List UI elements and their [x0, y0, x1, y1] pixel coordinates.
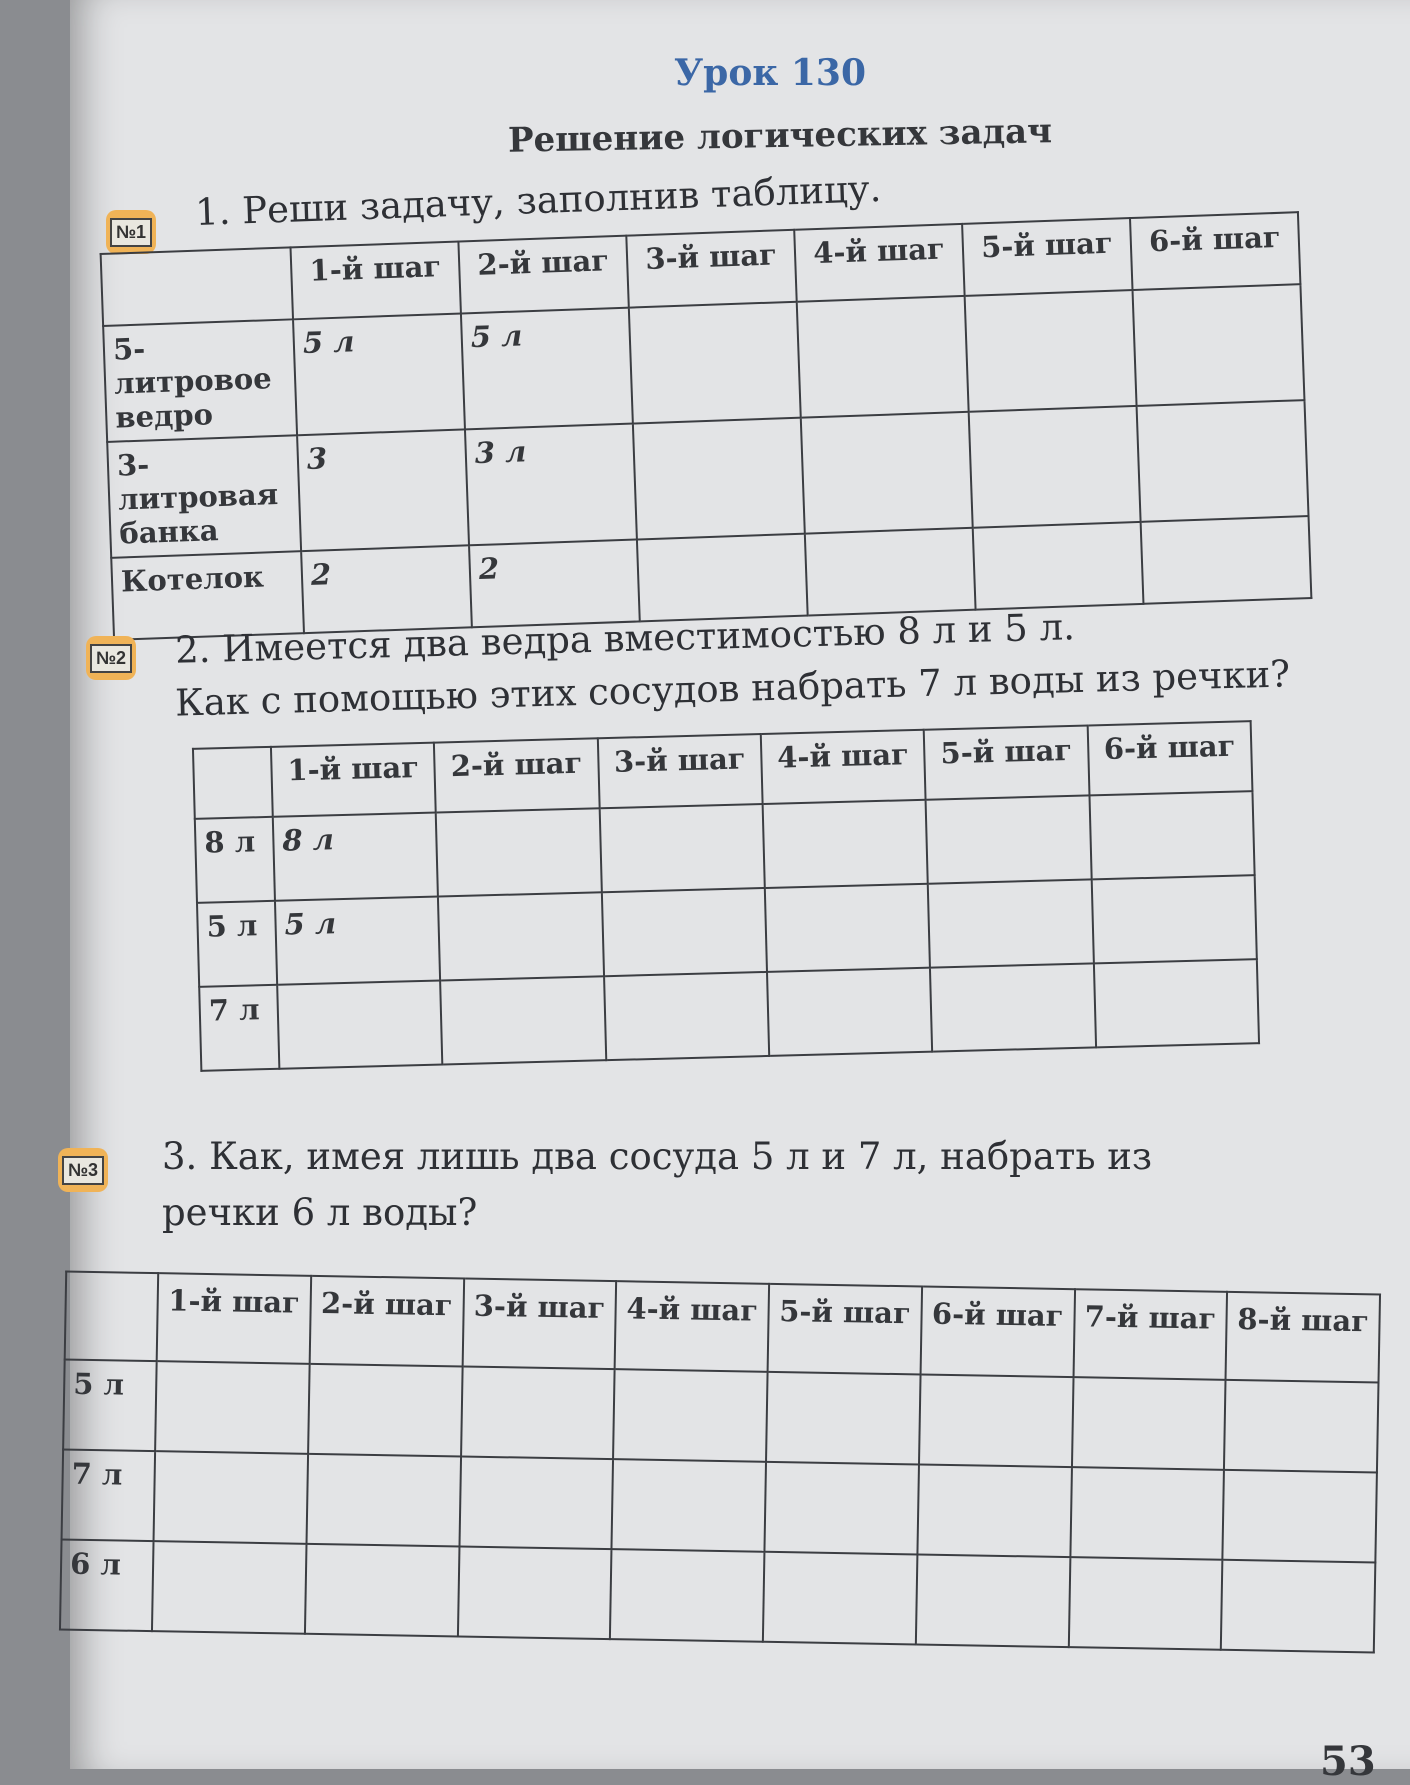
row-label: 5-литровое ведро	[103, 319, 297, 442]
answer-cell[interactable]	[1071, 1377, 1225, 1470]
answer-cell[interactable]: 3	[297, 429, 469, 551]
answer-cell[interactable]	[155, 1361, 309, 1454]
task3-text-line2: речки 6 л воды?	[162, 1191, 478, 1234]
answer-cell[interactable]	[1221, 1560, 1375, 1653]
workbook-page	[67, 0, 1410, 1785]
row-label: 7 л	[62, 1450, 156, 1542]
answer-cell[interactable]	[604, 972, 769, 1060]
row-label: 8 л	[195, 817, 275, 903]
step-header: 4-й шаг	[794, 224, 964, 302]
answer-cell[interactable]	[1070, 1467, 1224, 1560]
answer-cell[interactable]	[436, 808, 601, 896]
answer-cell[interactable]	[599, 804, 764, 892]
step-header: 8-й шаг	[1226, 1292, 1380, 1383]
answer-cell[interactable]	[973, 522, 1144, 610]
answer-cell[interactable]	[805, 528, 976, 616]
answer-cell[interactable]	[629, 302, 801, 424]
answer-cell[interactable]	[797, 296, 969, 418]
step-header: 2-й шаг	[309, 1276, 463, 1367]
step-header: 2-й шаг	[434, 738, 599, 812]
step-header: 7-й шаг	[1073, 1289, 1227, 1380]
task3-table	[59, 1271, 1381, 1654]
answer-cell[interactable]	[613, 1369, 767, 1462]
step-header: 6-й шаг	[920, 1286, 1074, 1377]
lesson-title: Урок 130	[673, 52, 867, 94]
answer-cell[interactable]	[1133, 284, 1305, 406]
answer-cell[interactable]	[305, 1544, 459, 1637]
answer-cell[interactable]: 5 л	[275, 897, 440, 985]
answer-cell[interactable]	[1224, 1380, 1378, 1473]
answer-cell[interactable]	[1223, 1470, 1377, 1563]
step-header: 5-й шаг	[962, 218, 1132, 296]
answer-cell[interactable]	[457, 1546, 611, 1639]
answer-cell[interactable]	[801, 412, 973, 534]
answer-cell[interactable]: 3 л	[465, 424, 637, 546]
answer-cell[interactable]	[440, 976, 605, 1064]
corner-cell	[193, 747, 273, 819]
step-header: 2-й шаг	[458, 236, 628, 314]
answer-cell[interactable]	[306, 1454, 460, 1547]
answer-cell[interactable]	[154, 1451, 308, 1544]
answer-cell[interactable]	[308, 1364, 462, 1457]
answer-cell[interactable]	[610, 1549, 764, 1642]
answer-cell[interactable]	[764, 1462, 918, 1555]
row-label: Котелок	[111, 551, 304, 640]
step-header: 3-й шаг	[626, 230, 796, 308]
answer-cell[interactable]	[633, 418, 805, 540]
answer-cell[interactable]	[1094, 959, 1260, 1047]
corner-cell	[65, 1272, 159, 1362]
row-label: 5 л	[197, 901, 277, 987]
answer-cell[interactable]	[637, 534, 808, 622]
row-label: 5 л	[63, 1360, 157, 1452]
step-header: 1-й шаг	[291, 242, 461, 320]
task1-table	[100, 211, 1313, 641]
answer-cell[interactable]	[1091, 875, 1257, 963]
answer-cell[interactable]	[926, 795, 1091, 883]
answer-cell[interactable]: 2	[301, 545, 472, 633]
answer-cell[interactable]	[1137, 400, 1309, 522]
task2-text-line1: 2. Имеется два ведра вместимостью 8 л и 5 л.	[174, 605, 1076, 672]
row-label: 6 л	[60, 1540, 154, 1632]
step-header: 4-й шаг	[615, 1281, 769, 1372]
answer-cell[interactable]	[965, 290, 1137, 412]
answer-cell[interactable]	[1089, 791, 1255, 879]
step-header: 4-й шаг	[761, 730, 926, 804]
answer-cell[interactable]	[763, 800, 928, 888]
answer-cell[interactable]: 8 л	[273, 813, 438, 901]
step-header: 5-й шаг	[924, 725, 1089, 799]
answer-cell[interactable]	[152, 1541, 306, 1634]
task2-text-line2: Как с помощью этих сосудов набрать 7 л воды из речки?	[174, 652, 1291, 725]
answer-cell[interactable]	[917, 1464, 1071, 1557]
topic-title: Решение логических задач	[507, 111, 1053, 161]
task1-badge: №1	[106, 210, 156, 254]
corner-cell	[101, 247, 293, 326]
task3-badge: №3	[58, 1148, 108, 1192]
answer-cell[interactable]: 5 л	[461, 308, 633, 430]
answer-cell[interactable]	[919, 1374, 1073, 1467]
answer-cell[interactable]: 5 л	[293, 313, 465, 435]
task2-badge: №2	[86, 636, 136, 680]
answer-cell[interactable]	[763, 1552, 917, 1645]
row-label: 3-литровая банка	[107, 435, 301, 558]
task2-table	[192, 720, 1260, 1072]
answer-cell[interactable]	[928, 879, 1093, 967]
step-header: 1-й шаг	[157, 1273, 311, 1364]
answer-cell[interactable]	[602, 888, 767, 976]
answer-cell[interactable]	[277, 981, 442, 1069]
task3-text-line1: 3. Как, имея лишь два сосуда 5 л и 7 л, набрать из	[162, 1135, 1153, 1178]
answer-cell[interactable]	[612, 1459, 766, 1552]
row-label: 7 л	[199, 985, 279, 1071]
step-header: 5-й шаг	[768, 1284, 922, 1375]
page-number: 53	[1320, 1738, 1376, 1785]
answer-cell[interactable]	[1141, 516, 1312, 604]
task1-text: 1. Реши задачу, заполнив таблицу.	[194, 167, 882, 234]
answer-cell[interactable]: 2	[469, 539, 640, 627]
answer-cell[interactable]	[438, 892, 603, 980]
step-header: 6-й шаг	[1130, 212, 1300, 290]
answer-cell[interactable]	[767, 968, 932, 1056]
answer-cell[interactable]	[969, 406, 1141, 528]
answer-cell[interactable]	[766, 1372, 920, 1465]
step-header: 3-й шаг	[462, 1278, 616, 1369]
answer-cell[interactable]	[1068, 1557, 1222, 1650]
step-header: 1-й шаг	[271, 743, 436, 817]
step-header: 3-й шаг	[597, 734, 762, 808]
answer-cell[interactable]	[459, 1456, 613, 1549]
step-header: 6-й шаг	[1087, 721, 1252, 795]
answer-cell[interactable]	[461, 1366, 615, 1459]
answer-cell[interactable]	[930, 963, 1095, 1051]
answer-cell[interactable]	[765, 884, 930, 972]
answer-cell[interactable]	[916, 1554, 1070, 1647]
